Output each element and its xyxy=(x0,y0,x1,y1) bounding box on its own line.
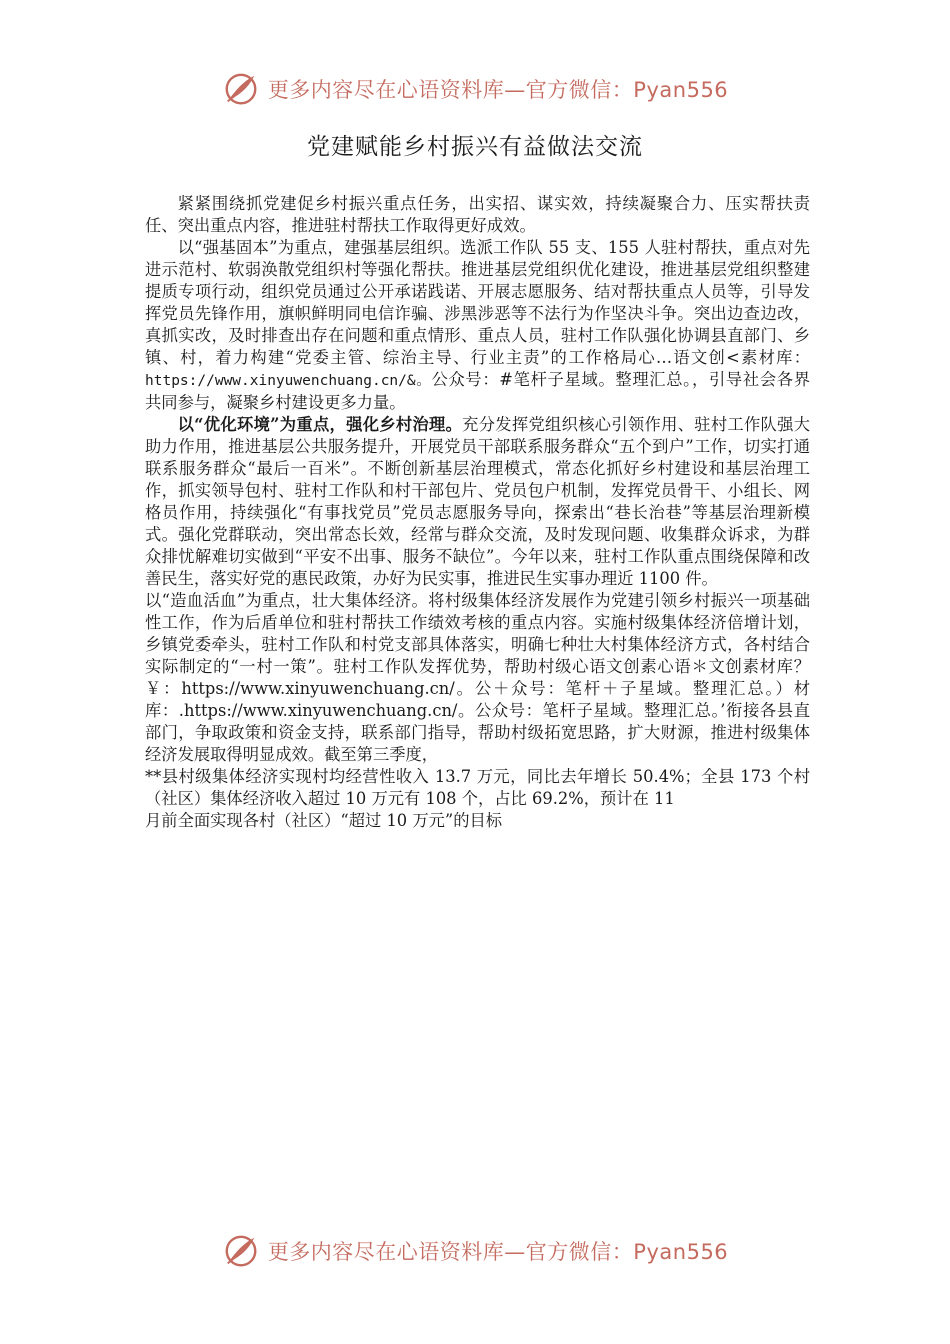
header-watermark xyxy=(0,70,950,108)
paragraph-text: 充分发挥党组织核心引领作用、驻村工作队强大助力作用，推进基层公共服务提升，开展党员干部联系服务群众“五个到户”工作，切实打通联系服务群众“最后一百米”。不断创新基层治理模式，常态化抓好乡村建设和基层治理工作，抓实领导包村、驻村工作队和村干部包片、党员包户机制，发挥党员骨干、小组长、网格员作用，持续强化“有事找党员”党员志愿服务导向，探索出“巷长治巷”等基层治理新模式。强化党群联动，突出常态长效，经常与群众交流，及时发现问题、收集群众诉求，为群众排忧解难切实做到“平安不出事、服务不缺位”。今年以来，驻村工作队重点围绕保障和改善民生，落实好党的惠民政策，办好为民实事，推进民生实事办理近 1100 件。 xyxy=(145,415,810,588)
paragraph-lead: 以“优化环境”为重点，强化乡村治理。 xyxy=(177,415,463,434)
paragraph-rural-governance xyxy=(145,414,810,590)
paragraph-intro: 紧紧围绕抓党建促乡村振兴重点任务，出实招、谋实效，持续凝聚合力、压实帮扶责任、突出重点内容，推进驻村帮扶工作取得更好成效。 xyxy=(145,194,810,235)
paragraph-goal: 月前全面实现各村（社区）“超过 10 万元”的目标 xyxy=(145,811,503,830)
quill-pen-logo-icon xyxy=(222,1232,260,1270)
watermark-text: 更多内容尽在心语资料库—官方微信：Pyan556 xyxy=(267,1240,729,1264)
paragraph-strengthen-organization xyxy=(145,237,810,414)
document-body xyxy=(145,193,810,832)
paragraph-statistics: **县村级集体经济实现村均经营性收入 13.7 万元，同比去年增长 50.4%；全县 173 个村（社区）集体经济收入超过 10 万元有 108 个，占比 69.2%，预计在 11 xyxy=(145,767,810,808)
document-title: 党建赋能乡村振兴有益做法交流 xyxy=(307,134,643,160)
source-url: https://www.xinyuwenchuang.cn/&。 xyxy=(145,373,432,389)
quill-pen-logo-icon xyxy=(222,70,260,108)
footer-watermark xyxy=(0,1232,950,1270)
paragraph-collective-economy: 以“造血活血”为重点，壮大集体经济。将村级集体经济发展作为党建引领乡村振兴一项基础性工作，作为后盾单位和驻村帮扶工作绩效考核的重点内容。实施村级集体经济倍增计划，乡镇党委牵头，驻村工作队和村党支部具体落实，明确七种壮大村集体经济方式，各村结合实际制定的“一村一策”。驻村工作队发挥优势，帮助村级心语文创素心语＊文创素材库？￥：https://www.xinyuwenchuang.cn/。公＋众号：笔杆＋子星域。整理汇总。）材库：.https://www.xinyuwenchuang.cn/。公众号：笔杆子星域。整理汇总。’衔接各县直部门，争取政策和资金支持，联系部门指导，帮助村级拓宽思路，扩大财源，推进村级集体经济发展取得明显成效。截至第三季度， xyxy=(145,591,810,764)
watermark-text: 更多内容尽在心语资料库—官方微信：Pyan556 xyxy=(267,78,729,102)
paragraph-tail: 公众号：#笔杆子星域。整理汇总。，引导社会各界共同参与，凝聚乡村建设更多力量。 xyxy=(145,370,811,412)
paragraph-text: 以“强基固本”为重点，建强基层组织。选派工作队 55 支、155 人驻村帮扶，重点对先进示范村、软弱涣散党组织村等强化帮扶。推进基层党组织优化建设，推进基层党组织整建提质专项行动，组织党员通过公开承诺践诺、开展志愿服务、结对帮扶重点人员等，引导发挥党员先锋作用，旗帜鲜明同电信诈骗、涉黑涉恶等不法行为作坚决斗争。突出边查边改，真抓实改，及时排查出存在问题和重点情形、重点人员，驻村工作队强化协调县直部门、乡镇、村，着力构建“党委主管、综治主导、行业主责”的工作格局心…语文创<素材库： xyxy=(145,238,810,367)
